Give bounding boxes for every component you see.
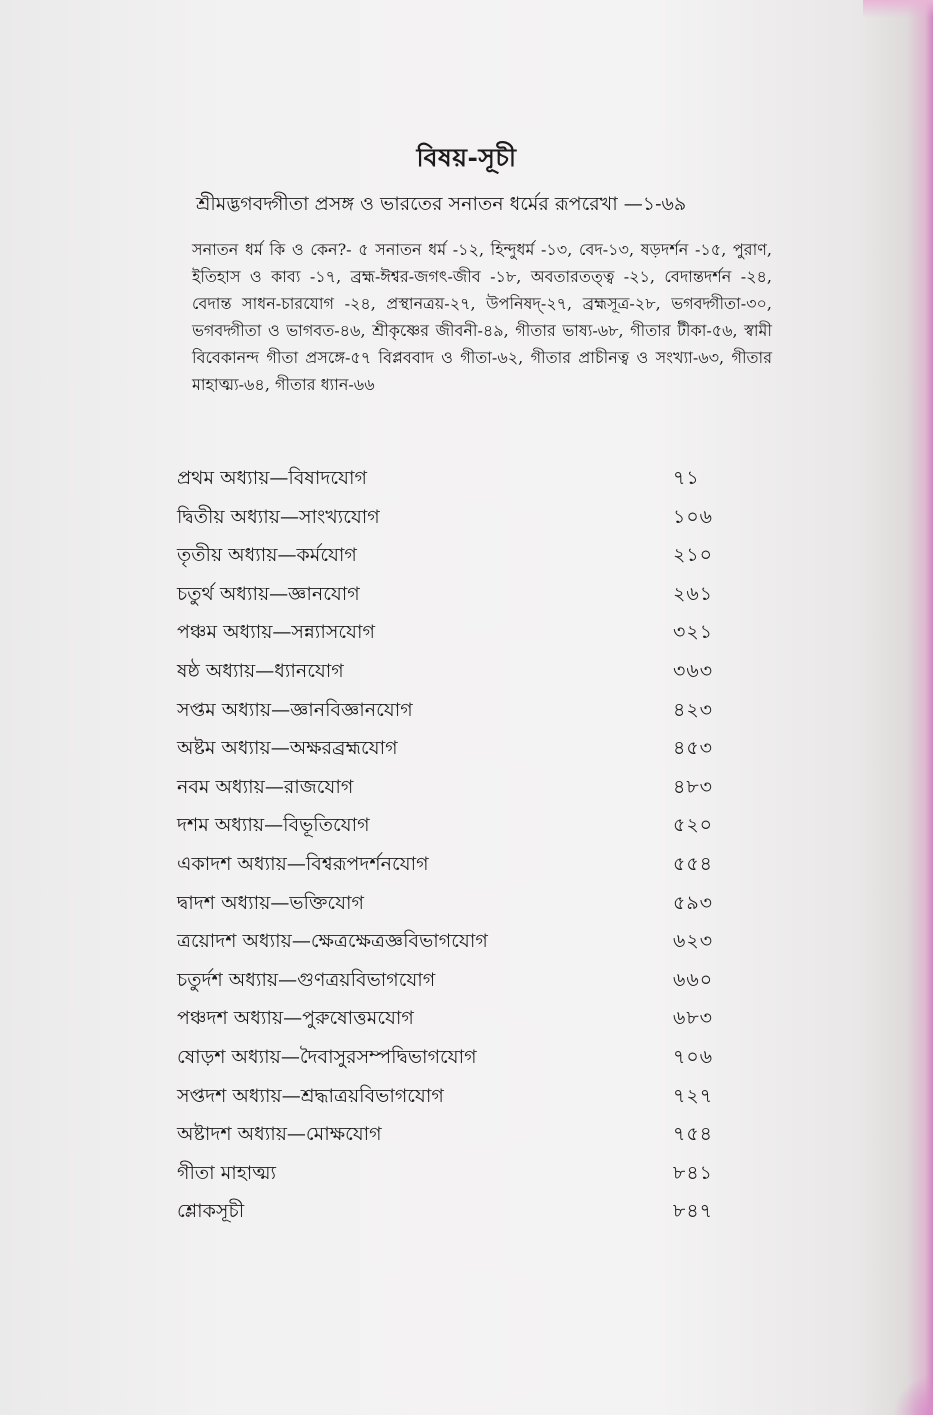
toc-entry-label: দশম অধ্যায়—বিভূতিযোগ bbox=[177, 814, 370, 837]
toc-entry-label: ষষ্ঠ অধ্যায়—ধ্যানযোগ bbox=[177, 659, 344, 682]
toc-entry-label: একাদশ অধ্যায়—বিশ্বরূপদর্শনযোগ bbox=[177, 852, 429, 875]
toc-entry-page-number: ৮৪৭ bbox=[673, 1200, 714, 1223]
page-edge-top-shadow bbox=[863, 0, 933, 18]
page-edge-bottom-shadow bbox=[893, 1375, 933, 1415]
introduction-topics: সনাতন ধর্ম কি ও কেন?- ৫ সনাতন ধর্ম -১২, হিন্দুধর্ম -১৩, বেদ-১৩, ষড়দর্শন -১৫, পুরাণ, ইতিহাস ও কাব্য -১৭, ব্রহ্ম-ঈশ্বর-জগৎ-জীব -১৮, অবতারতত্ত্ব -২১, বেদান্তদর্শন -২৪, বেদান্ত সাধন-চারযোগ -২৪, প্রস্থানত্রয়-২৭, উপনিষদ্-২৭, ব্রহ্মসূত্র-২৮, ভগবদ্গীতা-৩০, ভগবদ্গীতা ও ভাগবত-৪৬, শ্রীকৃষ্ণের জীবনী-৪৯, গীতার ভাষ্য-৬৮, গীতার টীকা-৫৬, স্বামী বিবেকানন্দ গীতা প্রসঙ্গে-৫৭ বিপ্লববাদ ও গীতা-৬২, গীতার প্রাচীনত্ব ও সংখ্যা-৬৩, গীতার মাহাত্ম্য-৬৪, গীতার ধ্যান-৬৬ bbox=[192, 240, 772, 394]
toc-entry-page-number: ৫৯৩ bbox=[673, 891, 714, 914]
toc-entry-page-number: ৪২৩ bbox=[673, 698, 714, 721]
toc-entry-page-number: ৭০৬ bbox=[673, 1045, 714, 1068]
toc-entry bbox=[177, 927, 737, 966]
toc-entry-page-number: ৫২০ bbox=[673, 814, 714, 837]
toc-entry bbox=[177, 580, 737, 619]
toc-entry-label: শ্লোকসূচী bbox=[177, 1200, 245, 1223]
toc-entry-page-number: ২১০ bbox=[673, 544, 714, 567]
toc-entry bbox=[177, 503, 737, 542]
toc-entry bbox=[177, 618, 737, 657]
toc-entry bbox=[177, 696, 737, 735]
toc-entry bbox=[177, 1082, 737, 1121]
toc-entry-page-number: ৫৫৪ bbox=[673, 852, 713, 875]
section-subtitle: শ্রীমদ্ভগবদ্গীতা প্রসঙ্গ ও ভারতের সনাতন ধর্মের রূপরেখা —১-৬৯ bbox=[196, 193, 687, 215]
toc-entry bbox=[177, 734, 737, 773]
toc-entry-page-number: ৮৪১ bbox=[673, 1161, 713, 1184]
toc-entry-label: তৃতীয় অধ্যায়—কর্মযোগ bbox=[177, 544, 357, 567]
toc-entry bbox=[177, 541, 737, 580]
toc-entry-label: ষোড়শ অধ্যায়—দৈবাসুরসম্পদ্বিভাগযোগ bbox=[177, 1045, 477, 1068]
toc-entry-label: নবম অধ্যায়—রাজযোগ bbox=[177, 775, 354, 798]
toc-entry-label: দ্বিতীয় অধ্যায়—সাংখ্যযোগ bbox=[177, 505, 380, 528]
toc-entry-label: ত্রয়োদশ অধ্যায়—ক্ষেত্রক্ষেত্রজ্ঞবিভাগযোগ bbox=[177, 930, 488, 953]
toc-entry-label: অষ্টাদশ অধ্যায়—মোক্ষযোগ bbox=[177, 1123, 382, 1146]
toc-entry-page-number: ৭১ bbox=[673, 467, 700, 489]
page-title: বিষয়-সূচী bbox=[416, 143, 517, 172]
toc-entry-page-number: ৭২৭ bbox=[673, 1084, 714, 1107]
toc-entry bbox=[177, 1043, 737, 1082]
toc-entry-label: অষ্টম অধ্যায়—অক্ষরব্রহ্মযোগ bbox=[177, 737, 398, 760]
toc-entry bbox=[177, 1120, 737, 1159]
toc-entry-label: সপ্তদশ অধ্যায়—শ্রদ্ধাত্রয়বিভাগযোগ bbox=[177, 1084, 444, 1107]
toc-entry bbox=[177, 1004, 737, 1043]
toc-entry-label: গীতা মাহাত্ম্য bbox=[177, 1161, 277, 1184]
toc-entry-page-number: ৩২১ bbox=[673, 621, 714, 644]
toc-entry-label: পঞ্চদশ অধ্যায়—পুরুষোত্তমযোগ bbox=[177, 1007, 414, 1030]
toc-entry-page-number: ১০৬ bbox=[673, 505, 714, 528]
toc-entry-page-number: ২৬১ bbox=[673, 582, 714, 605]
toc-entry bbox=[177, 1197, 737, 1236]
toc-entry-page-number: ৬২৩ bbox=[673, 930, 714, 953]
toc-entry-label: চতুর্দশ অধ্যায়—গুণত্রয়বিভাগযোগ bbox=[177, 968, 436, 991]
toc-entry-page-number: ৩৬৩ bbox=[673, 659, 714, 682]
toc-entry-page-number: ৭৫৪ bbox=[673, 1123, 714, 1146]
toc-entry-page-number: ৬৮৩ bbox=[673, 1007, 714, 1030]
toc-entry bbox=[177, 811, 737, 850]
toc-entry-label: চতুর্থ অধ্যায়—জ্ঞানযোগ bbox=[177, 582, 360, 605]
toc-entry-label: প্রথম অধ্যায়—বিষাদযোগ bbox=[177, 467, 367, 489]
toc-entry-page-number: ৪৮৩ bbox=[673, 775, 714, 798]
toc-entry bbox=[177, 966, 737, 1005]
toc-entry bbox=[177, 1159, 737, 1198]
toc-entry-label: সপ্তম অধ্যায়—জ্ঞানবিজ্ঞানযোগ bbox=[177, 698, 413, 721]
toc-entry-label: পঞ্চম অধ্যায়—সন্ন্যাসযোগ bbox=[177, 621, 375, 644]
toc-entry bbox=[177, 773, 737, 812]
toc-entry bbox=[177, 657, 737, 696]
toc-entry bbox=[177, 850, 737, 889]
toc-entry-page-number: ৪৫৩ bbox=[673, 737, 714, 760]
toc-entry bbox=[177, 464, 737, 503]
page-edge-shadow bbox=[907, 0, 933, 1415]
toc-entry-label: দ্বাদশ অধ্যায়—ভক্তিযোগ bbox=[177, 891, 364, 914]
toc-entry-page-number: ৬৬০ bbox=[673, 968, 714, 991]
table-of-contents bbox=[177, 464, 737, 1236]
toc-entry bbox=[177, 889, 737, 928]
